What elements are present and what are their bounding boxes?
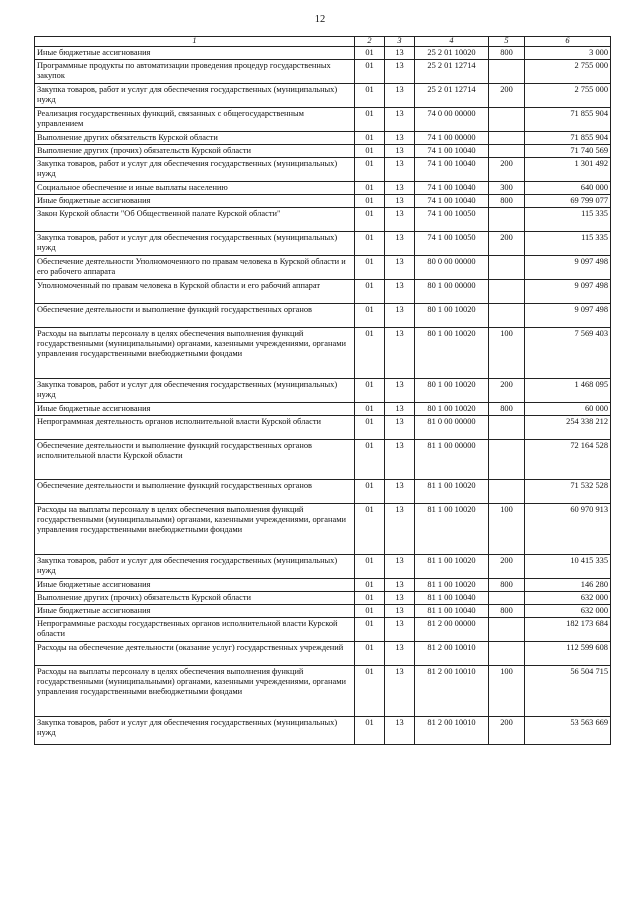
row-subsection: 13 [385,195,415,208]
row-name: Закупка товаров, работ и услуг для обеспечения государственных (муниципальных) нужд [35,717,355,745]
row-section: 01 [355,195,385,208]
row-section: 01 [355,158,385,182]
row-target-article: 74 1 00 10040 [415,182,489,195]
table-row [35,132,611,145]
row-subsection: 13 [385,416,415,440]
row-amount: 254 338 212 [525,416,611,440]
row-amount: 71 532 528 [525,480,611,504]
row-subsection: 13 [385,108,415,132]
row-expense-type: 200 [489,232,525,256]
row-subsection: 13 [385,145,415,158]
row-name: Выполнение других (прочих) обязательств Курской области [35,145,355,158]
row-amount: 1 468 095 [525,379,611,403]
row-name: Иные бюджетные ассигнования [35,47,355,60]
row-section: 01 [355,132,385,145]
row-section: 01 [355,403,385,416]
row-section: 01 [355,145,385,158]
row-expense-type [489,256,525,280]
row-name: Закупка товаров, работ и услуг для обеспечения государственных (муниципальных) нужд [35,379,355,403]
row-section: 01 [355,605,385,618]
table-row [35,195,611,208]
table-row [35,158,611,182]
row-subsection: 13 [385,304,415,328]
row-name: Непрограммные расходы государственных органов исполнительной власти Курской области [35,618,355,642]
row-amount: 71 740 569 [525,145,611,158]
row-section: 01 [355,618,385,642]
row-section: 01 [355,666,385,717]
row-amount: 112 599 608 [525,642,611,666]
table-row [35,403,611,416]
row-amount: 632 000 [525,605,611,618]
row-name: Реализация государственных функций, связанных с общегосударственным управлением [35,108,355,132]
row-subsection: 13 [385,60,415,84]
row-expense-type: 200 [489,84,525,108]
row-target-article: 25 2 01 10020 [415,47,489,60]
row-name: Иные бюджетные ассигнования [35,605,355,618]
table-row [35,84,611,108]
row-target-article: 74 1 00 10040 [415,158,489,182]
row-amount: 71 855 904 [525,132,611,145]
row-amount: 69 799 077 [525,195,611,208]
row-subsection: 13 [385,256,415,280]
row-expense-type: 800 [489,579,525,592]
table-row [35,642,611,666]
row-target-article: 81 2 00 10010 [415,717,489,745]
row-amount: 2 755 000 [525,84,611,108]
row-target-article: 74 1 00 10040 [415,145,489,158]
row-name: Закупка товаров, работ и услуг для обеспечения государственных (муниципальных) нужд [35,158,355,182]
row-expense-type: 200 [489,379,525,403]
row-subsection: 13 [385,158,415,182]
row-section: 01 [355,480,385,504]
table-row [35,304,611,328]
row-name: Закупка товаров, работ и услуг для обеспечения государственных (муниципальных) нужд [35,232,355,256]
row-expense-type [489,208,525,232]
table-row [35,504,611,555]
row-name: Иные бюджетные ассигнования [35,403,355,416]
row-section: 01 [355,579,385,592]
row-amount: 3 000 [525,47,611,60]
row-name: Закупка товаров, работ и услуг для обеспечения государственных (муниципальных) нужд [35,84,355,108]
row-subsection: 13 [385,666,415,717]
row-section: 01 [355,440,385,480]
row-amount: 2 755 000 [525,60,611,84]
row-name: Иные бюджетные ассигнования [35,195,355,208]
row-amount: 640 000 [525,182,611,195]
row-subsection: 13 [385,132,415,145]
row-target-article: 74 1 00 10040 [415,195,489,208]
column-number: 2 [355,37,385,47]
row-section: 01 [355,47,385,60]
row-name: Уполномоченный по правам человека в Курской области и его рабочий аппарат [35,280,355,304]
table-row [35,416,611,440]
row-subsection: 13 [385,47,415,60]
row-subsection: 13 [385,232,415,256]
row-amount: 115 335 [525,208,611,232]
row-expense-type [489,642,525,666]
row-section: 01 [355,60,385,84]
row-expense-type: 100 [489,666,525,717]
row-section: 01 [355,642,385,666]
row-name: Иные бюджетные ассигнования [35,579,355,592]
row-section: 01 [355,717,385,745]
table-row [35,605,611,618]
row-section: 01 [355,232,385,256]
row-target-article: 81 1 00 00000 [415,440,489,480]
row-section: 01 [355,182,385,195]
table-row [35,440,611,480]
row-subsection: 13 [385,618,415,642]
row-expense-type [489,592,525,605]
table-row [35,555,611,579]
row-target-article: 81 1 00 10040 [415,605,489,618]
column-number: 4 [415,37,489,47]
row-expense-type: 200 [489,555,525,579]
column-number-row [35,37,611,47]
row-name: Социальное обеспечение и иные выплаты населению [35,182,355,195]
row-section: 01 [355,416,385,440]
row-amount: 72 164 528 [525,440,611,480]
row-expense-type [489,108,525,132]
row-section: 01 [355,256,385,280]
row-expense-type [489,145,525,158]
row-subsection: 13 [385,440,415,480]
row-expense-type [489,480,525,504]
row-amount: 60 970 913 [525,504,611,555]
table-row [35,592,611,605]
row-expense-type: 800 [489,195,525,208]
table-row [35,579,611,592]
row-subsection: 13 [385,504,415,555]
table-row [35,666,611,717]
row-subsection: 13 [385,403,415,416]
row-expense-type: 800 [489,47,525,60]
table-row [35,480,611,504]
table-row [35,208,611,232]
row-target-article: 74 1 00 10050 [415,208,489,232]
row-section: 01 [355,280,385,304]
row-target-article: 81 1 00 10020 [415,579,489,592]
row-subsection: 13 [385,182,415,195]
row-target-article: 81 2 00 00000 [415,618,489,642]
row-name: Закупка товаров, работ и услуг для обеспечения государственных (муниципальных) нужд [35,555,355,579]
row-name: Выполнение других обязательств Курской области [35,132,355,145]
column-number: 1 [35,37,355,47]
row-target-article: 80 0 00 00000 [415,256,489,280]
row-target-article: 74 1 00 10050 [415,232,489,256]
row-subsection: 13 [385,480,415,504]
row-expense-type [489,416,525,440]
row-target-article: 81 0 00 00000 [415,416,489,440]
row-expense-type: 200 [489,717,525,745]
row-name: Непрограммная деятельность органов исполнительной власти Курской области [35,416,355,440]
row-subsection: 13 [385,328,415,379]
row-target-article: 25 2 01 12714 [415,60,489,84]
row-amount: 71 855 904 [525,108,611,132]
row-expense-type [489,618,525,642]
row-amount: 1 301 492 [525,158,611,182]
row-section: 01 [355,328,385,379]
row-expense-type: 200 [489,158,525,182]
row-expense-type [489,440,525,480]
table-row [35,717,611,745]
row-name: Обеспечение деятельности и выполнение функций государственных органов [35,480,355,504]
row-subsection: 13 [385,717,415,745]
row-expense-type [489,132,525,145]
row-amount: 9 097 498 [525,256,611,280]
row-expense-type [489,60,525,84]
row-amount: 9 097 498 [525,304,611,328]
row-target-article: 81 2 00 10010 [415,666,489,717]
row-name: Расходы на обеспечение деятельности (оказание услуг) государственных учреждений [35,642,355,666]
row-target-article: 80 1 00 10020 [415,328,489,379]
row-name: Обеспечение деятельности и выполнение функций государственных органов [35,304,355,328]
row-target-article: 81 2 00 10010 [415,642,489,666]
table-row [35,328,611,379]
row-amount: 56 504 715 [525,666,611,717]
row-target-article: 81 1 00 10020 [415,555,489,579]
row-expense-type: 800 [489,403,525,416]
row-section: 01 [355,108,385,132]
row-amount: 10 415 335 [525,555,611,579]
row-name: Выполнение других (прочих) обязательств Курской области [35,592,355,605]
row-target-article: 81 1 00 10020 [415,480,489,504]
row-amount: 115 335 [525,232,611,256]
row-section: 01 [355,504,385,555]
column-number: 6 [525,37,611,47]
row-amount: 182 173 684 [525,618,611,642]
row-subsection: 13 [385,592,415,605]
row-section: 01 [355,379,385,403]
row-name: Обеспечение деятельности и выполнение функций государственных органов исполнительной власти Курской области [35,440,355,480]
row-target-article: 80 1 00 10020 [415,403,489,416]
table-row [35,232,611,256]
row-subsection: 13 [385,208,415,232]
row-subsection: 13 [385,379,415,403]
row-amount: 53 563 669 [525,717,611,745]
row-subsection: 13 [385,84,415,108]
row-subsection: 13 [385,555,415,579]
row-section: 01 [355,592,385,605]
row-expense-type: 300 [489,182,525,195]
row-subsection: 13 [385,280,415,304]
row-amount: 146 280 [525,579,611,592]
row-target-article: 74 1 00 00000 [415,132,489,145]
row-subsection: 13 [385,579,415,592]
row-name: Расходы на выплаты персоналу в целях обеспечения выполнения функций государственными (муниципальными) органами, казенными учреждениями, органами управления государственными внебюджетными фондами [35,666,355,717]
row-expense-type [489,280,525,304]
row-name: Программные продукты по автоматизации проведения процедур государственных закупок [35,60,355,84]
table-row [35,280,611,304]
table-row [35,256,611,280]
row-name: Обеспечение деятельности Уполномоченного по правам человека в Курской области и его рабочего аппарата [35,256,355,280]
row-target-article: 81 1 00 10020 [415,504,489,555]
row-expense-type: 100 [489,328,525,379]
column-number: 3 [385,37,415,47]
row-expense-type: 800 [489,605,525,618]
row-name: Расходы на выплаты персоналу в целях обеспечения выполнения функций государственными (муниципальными) органами, казенными учреждениями, органами управления государственными внебюджетными фондами [35,328,355,379]
row-section: 01 [355,208,385,232]
table-row [35,47,611,60]
table-row [35,60,611,84]
table-row [35,182,611,195]
row-section: 01 [355,84,385,108]
row-target-article: 81 1 00 10040 [415,592,489,605]
row-expense-type: 100 [489,504,525,555]
row-amount: 632 000 [525,592,611,605]
row-expense-type [489,304,525,328]
row-target-article: 74 0 00 00000 [415,108,489,132]
row-name: Закон Курской области "Об Общественной палате Курской области" [35,208,355,232]
row-name: Расходы на выплаты персоналу в целях обеспечения выполнения функций государственными (муниципальными) органами, казенными учреждениями, органами управления государственными внебюджетными фондами [35,504,355,555]
row-target-article: 80 1 00 00000 [415,280,489,304]
row-target-article: 80 1 00 10020 [415,379,489,403]
page-number: 12 [314,14,326,25]
row-section: 01 [355,555,385,579]
row-section: 01 [355,304,385,328]
table-row [35,618,611,642]
table-row [35,108,611,132]
row-target-article: 80 1 00 10020 [415,304,489,328]
row-subsection: 13 [385,605,415,618]
row-target-article: 25 2 01 12714 [415,84,489,108]
column-number: 5 [489,37,525,47]
budget-table [34,36,611,745]
table-row [35,145,611,158]
row-amount: 7 569 403 [525,328,611,379]
row-amount: 60 000 [525,403,611,416]
row-subsection: 13 [385,642,415,666]
table-row [35,379,611,403]
row-amount: 9 097 498 [525,280,611,304]
